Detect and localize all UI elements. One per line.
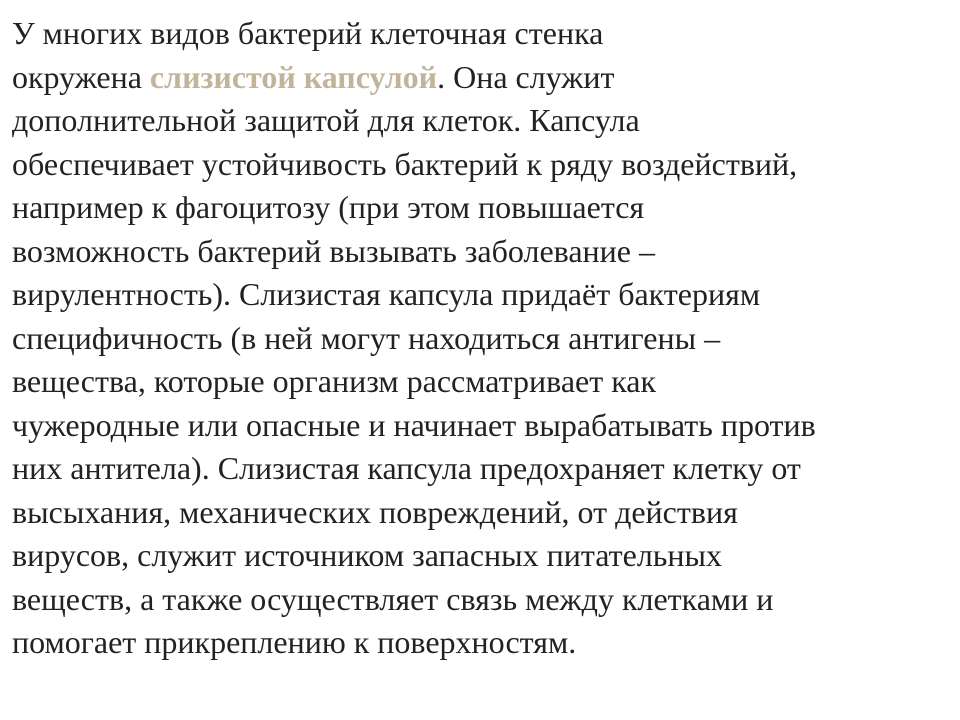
text-line: вирулентность). Слизистая капсула придаёт бактериям (12, 276, 761, 312)
text-line: высыхания, механических повреждений, от действия (12, 493, 738, 530)
text-line: чужеродные или опасные и начинает вырабатывать против (12, 406, 816, 443)
text-segment: окружена (12, 58, 150, 95)
body-paragraph (12, 12, 956, 665)
text-line: У многих видов бактерий клеточная стенка (12, 15, 604, 51)
text-line: возможность бактерий вызывать заболевание – (12, 232, 655, 269)
highlighted-term: слизистой капсулой (149, 58, 438, 95)
text-segment: . Она служит (437, 58, 615, 95)
text-line: веществ, а также осуществляет связь между клетками и (12, 580, 774, 617)
text-line (12, 56, 956, 100)
text-line: вирусов, служит источником запасных питательных (12, 537, 723, 573)
text-line: помогает прикреплению к поверхностям. (12, 624, 577, 660)
text-line: дополнительной защитой для клеток. Капсула (12, 102, 640, 138)
text-line: обеспечивает устойчивость бактерий к ряду воздействий, (12, 145, 798, 182)
text-line: например к фагоцитозу (при этом повышается (12, 189, 645, 225)
text-line: них антитела). Слизистая капсула предохраняет клетку от (12, 450, 801, 486)
text-line: специфичность (в ней могут находиться антигены – (12, 319, 721, 356)
text-line: вещества, которые организм рассматривает как (12, 363, 657, 399)
